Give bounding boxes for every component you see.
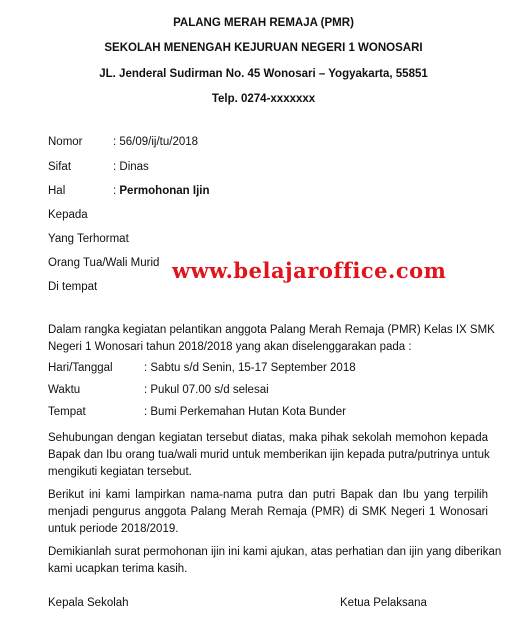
signature-chairman: Ketua Pelaksana [340,597,427,609]
attachment-line-2: menjadi pengurus anggota Palang Merah Remaja (PMR) di SMK Negeri 1 Wonosari [48,506,488,518]
time-label: Waktu [48,384,81,396]
watermark-text: www.belajaroffice.com [172,258,447,283]
signature-principal: Kepala Sekolah [48,597,129,609]
intro-line-2: Negeri 1 Wonosari tahun 2018/2018 yang akan diselenggarakan pada : [48,341,412,353]
intro-paragraph [48,322,495,356]
recipient-to: Orang Tua/Wali Murid [48,257,160,269]
hal-colon: : [113,185,120,197]
recipient-kepada: Kepada [48,209,88,221]
school-phone: Telp. 0274-xxxxxxx [211,93,316,105]
request-paragraph [48,430,488,481]
time-value: : Pukul 07.00 s/d selesai [144,384,269,396]
school-name: SEKOLAH MENENGAH KEJURUAN NEGERI 1 WONOSARI [104,42,423,54]
request-line-2: Bapak dan Ibu orang tua/wali murid untuk memberikan ijin kepada putra/putrinya untuk [48,449,490,461]
attachment-line-1: Berikut ini kami lampirkan nama-nama putra dan putri Bapak dan Ibu yang terpilih [48,489,488,501]
nomor-value: : 56/09/ij/tu/2018 [113,136,199,148]
place-value: : Bumi Perkemahan Hutan Kota Bunder [144,406,347,418]
closing-line-2: kami ucapkan terima kasih. [48,563,188,575]
org-name: PALANG MERAH REMAJA (PMR) [173,17,354,29]
sifat-value: : Dinas [113,161,149,173]
closing-line-1: Demikianlah surat permohonan ijin ini kami ajukan, atas perhatian dan ijin yang diberikan [48,546,502,558]
nomor-label: Nomor [48,136,83,148]
day-value: : Sabtu s/d Senin, 15-17 September 2018 [144,362,356,374]
hal-field [113,185,209,197]
hal-value: Permohonan Ijin [119,185,210,197]
request-line-1: Sehubungan dengan kegiatan tersebut diatas, maka pihak sekolah memohon kepada [48,432,488,444]
sifat-label: Sifat [48,161,72,173]
attachment-line-3: untuk periode 2018/2019. [48,523,179,535]
attachment-paragraph [48,487,488,538]
intro-line-1: Dalam rangka kegiatan pelantikan anggota Palang Merah Remaja (PMR) Kelas IX SMK [48,324,495,336]
hal-label: Hal [48,185,66,197]
day-label: Hari/Tanggal [48,362,113,374]
recipient-yth: Yang Terhormat [48,233,129,245]
school-address: JL. Jenderal Sudirman No. 45 Wonosari – Yogyakarta, 55851 [99,68,428,80]
closing-paragraph [48,544,502,578]
request-line-3: mengikuti kegiatan tersebut. [48,466,192,478]
place-label: Tempat [48,406,86,418]
recipient-place: Di tempat [48,281,98,293]
